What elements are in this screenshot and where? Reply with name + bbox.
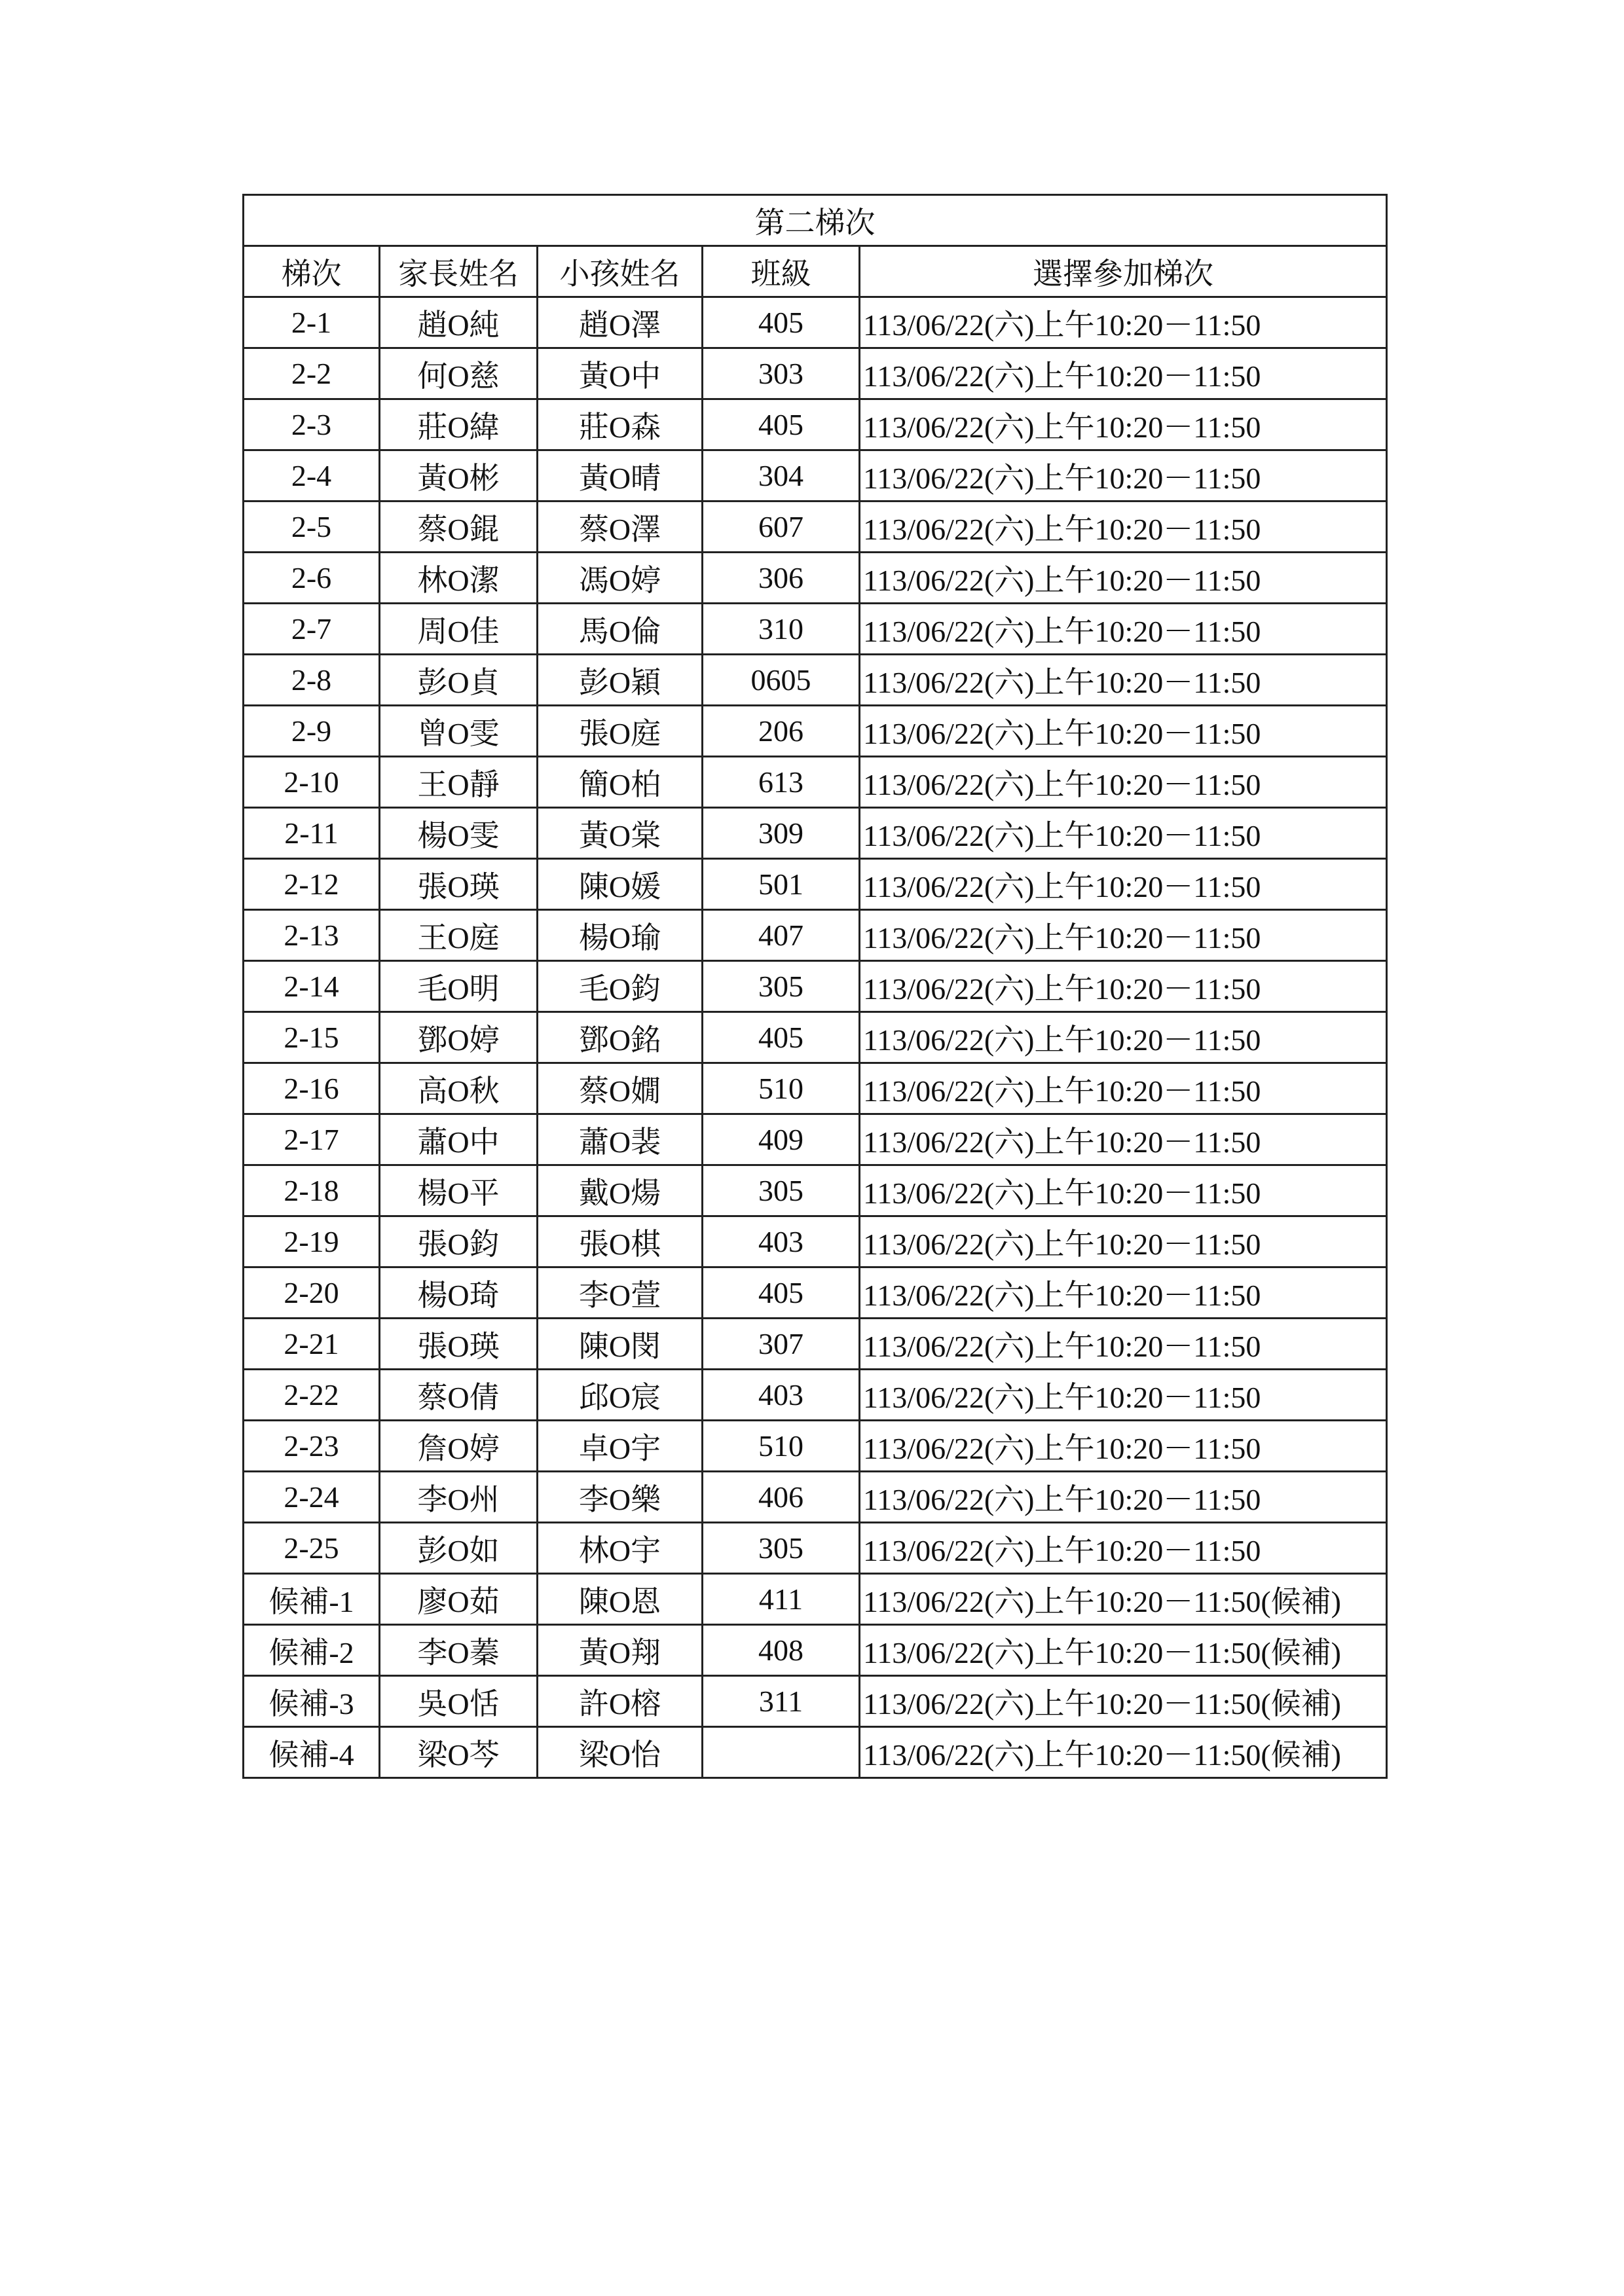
parent-name-cell: 莊O緯 (380, 399, 538, 450)
table-row (244, 1216, 1387, 1267)
batch-cell: 2-3 (244, 399, 380, 450)
batch-cell: 2-17 (244, 1114, 380, 1165)
session-cell: 113/06/22(六)上午10:20－11:50 (860, 1114, 1387, 1165)
class-cell: 403 (703, 1216, 860, 1267)
batch-cell: 2-15 (244, 1012, 380, 1063)
batch-cell: 2-13 (244, 910, 380, 961)
parent-name-cell: 李O蓁 (380, 1625, 538, 1676)
table-row (244, 859, 1387, 910)
class-cell: 406 (703, 1472, 860, 1523)
parent-name-cell: 張O瑛 (380, 859, 538, 910)
parent-name-cell: 曾O雯 (380, 706, 538, 757)
table-row (244, 1165, 1387, 1216)
child-name-cell: 簡O柏 (538, 757, 703, 808)
parent-name-cell: 楊O琦 (380, 1267, 538, 1319)
class-cell: 306 (703, 553, 860, 604)
class-cell: 206 (703, 706, 860, 757)
header-class: 班級 (703, 246, 860, 297)
session-cell: 113/06/22(六)上午10:20－11:50 (860, 604, 1387, 655)
batch-cell: 候補-1 (244, 1574, 380, 1625)
batch-cell: 2-18 (244, 1165, 380, 1216)
class-cell: 510 (703, 1421, 860, 1472)
class-cell: 407 (703, 910, 860, 961)
class-cell: 311 (703, 1676, 860, 1727)
parent-name-cell: 張O鈞 (380, 1216, 538, 1267)
child-name-cell: 林O宇 (538, 1523, 703, 1574)
table-row (244, 961, 1387, 1012)
session-cell: 113/06/22(六)上午10:20－11:50 (860, 501, 1387, 553)
child-name-cell: 毛O鈞 (538, 961, 703, 1012)
child-name-cell: 梁O怡 (538, 1727, 703, 1778)
class-cell: 305 (703, 961, 860, 1012)
session-cell: 113/06/22(六)上午10:20－11:50 (860, 1472, 1387, 1523)
batch-cell: 2-2 (244, 348, 380, 399)
table-row (244, 808, 1387, 859)
child-name-cell: 戴O煬 (538, 1165, 703, 1216)
header-batch: 梯次 (244, 246, 380, 297)
table-row (244, 1472, 1387, 1523)
table-row (244, 297, 1387, 348)
child-name-cell: 莊O森 (538, 399, 703, 450)
parent-name-cell: 楊O平 (380, 1165, 538, 1216)
table-row (244, 604, 1387, 655)
session-cell: 113/06/22(六)上午10:20－11:50 (860, 1267, 1387, 1319)
title-row (244, 195, 1387, 246)
child-name-cell: 黃O棠 (538, 808, 703, 859)
session-cell: 113/06/22(六)上午10:20－11:50 (860, 1012, 1387, 1063)
batch-cell: 2-1 (244, 297, 380, 348)
batch-cell: 2-7 (244, 604, 380, 655)
class-cell: 403 (703, 1370, 860, 1421)
table-row (244, 1012, 1387, 1063)
table-row (244, 1676, 1387, 1727)
child-name-cell: 張O庭 (538, 706, 703, 757)
class-cell (703, 1727, 860, 1778)
batch-cell: 候補-4 (244, 1727, 380, 1778)
child-name-cell: 陳O閔 (538, 1319, 703, 1370)
batch-cell: 候補-3 (244, 1676, 380, 1727)
batch-cell: 2-8 (244, 655, 380, 706)
class-cell: 307 (703, 1319, 860, 1370)
parent-name-cell: 蕭O中 (380, 1114, 538, 1165)
session-cell: 113/06/22(六)上午10:20－11:50 (860, 1421, 1387, 1472)
table-row (244, 1063, 1387, 1114)
table-row (244, 1625, 1387, 1676)
session-cell: 113/06/22(六)上午10:20－11:50 (860, 399, 1387, 450)
session-cell: 113/06/22(六)上午10:20－11:50 (860, 1523, 1387, 1574)
table-row (244, 1114, 1387, 1165)
parent-name-cell: 李O州 (380, 1472, 538, 1523)
parent-name-cell: 張O瑛 (380, 1319, 538, 1370)
class-cell: 411 (703, 1574, 860, 1625)
child-name-cell: 邱O宸 (538, 1370, 703, 1421)
session-cell: 113/06/22(六)上午10:20－11:50(候補) (860, 1676, 1387, 1727)
table-row (244, 910, 1387, 961)
session-cell: 113/06/22(六)上午10:20－11:50 (860, 348, 1387, 399)
parent-name-cell: 趙O純 (380, 297, 538, 348)
class-cell: 305 (703, 1165, 860, 1216)
child-name-cell: 許O榕 (538, 1676, 703, 1727)
table-row (244, 706, 1387, 757)
child-name-cell: 蔡O嫺 (538, 1063, 703, 1114)
session-cell: 113/06/22(六)上午10:20－11:50 (860, 706, 1387, 757)
table-row (244, 450, 1387, 501)
child-name-cell: 鄧O銘 (538, 1012, 703, 1063)
class-cell: 613 (703, 757, 860, 808)
table-title: 第二梯次 (244, 195, 1387, 246)
batch-cell: 2-12 (244, 859, 380, 910)
parent-name-cell: 蔡O倩 (380, 1370, 538, 1421)
class-cell: 0605 (703, 655, 860, 706)
session-cell: 113/06/22(六)上午10:20－11:50 (860, 1319, 1387, 1370)
session-cell: 113/06/22(六)上午10:20－11:50(候補) (860, 1574, 1387, 1625)
batch-cell: 2-10 (244, 757, 380, 808)
batch-cell: 2-19 (244, 1216, 380, 1267)
parent-name-cell: 楊O雯 (380, 808, 538, 859)
child-name-cell: 楊O瑜 (538, 910, 703, 961)
table-row (244, 1319, 1387, 1370)
class-cell: 309 (703, 808, 860, 859)
child-name-cell: 黃O晴 (538, 450, 703, 501)
table-row (244, 1574, 1387, 1625)
session-cell: 113/06/22(六)上午10:20－11:50 (860, 1063, 1387, 1114)
child-name-cell: 陳O媛 (538, 859, 703, 910)
parent-name-cell: 周O佳 (380, 604, 538, 655)
batch-cell: 2-11 (244, 808, 380, 859)
parent-name-cell: 林O潔 (380, 553, 538, 604)
table-row (244, 1421, 1387, 1472)
header-row (244, 246, 1387, 297)
batch-cell: 候補-2 (244, 1625, 380, 1676)
batch-cell: 2-20 (244, 1267, 380, 1319)
session-cell: 113/06/22(六)上午10:20－11:50(候補) (860, 1727, 1387, 1778)
child-name-cell: 張O棋 (538, 1216, 703, 1267)
child-name-cell: 陳O恩 (538, 1574, 703, 1625)
session-cell: 113/06/22(六)上午10:20－11:50 (860, 757, 1387, 808)
class-cell: 405 (703, 399, 860, 450)
batch-cell: 2-6 (244, 553, 380, 604)
batch-cell: 2-9 (244, 706, 380, 757)
table-row (244, 501, 1387, 553)
header-selected-session: 選擇參加梯次 (860, 246, 1387, 297)
parent-name-cell: 黃O彬 (380, 450, 538, 501)
class-cell: 409 (703, 1114, 860, 1165)
class-cell: 405 (703, 1267, 860, 1319)
batch-cell: 2-5 (244, 501, 380, 553)
session-cell: 113/06/22(六)上午10:20－11:50 (860, 1165, 1387, 1216)
class-cell: 303 (703, 348, 860, 399)
batch-cell: 2-21 (244, 1319, 380, 1370)
child-name-cell: 馮O婷 (538, 553, 703, 604)
class-cell: 607 (703, 501, 860, 553)
session-cell: 113/06/22(六)上午10:20－11:50 (860, 655, 1387, 706)
parent-name-cell: 吳O恬 (380, 1676, 538, 1727)
child-name-cell: 蕭O裴 (538, 1114, 703, 1165)
table-row (244, 757, 1387, 808)
child-name-cell: 李O萱 (538, 1267, 703, 1319)
class-cell: 405 (703, 1012, 860, 1063)
class-cell: 501 (703, 859, 860, 910)
child-name-cell: 彭O穎 (538, 655, 703, 706)
table-row (244, 1523, 1387, 1574)
child-name-cell: 黃O翔 (538, 1625, 703, 1676)
session-cell: 113/06/22(六)上午10:20－11:50 (860, 1216, 1387, 1267)
table-row (244, 553, 1387, 604)
parent-name-cell: 高O秋 (380, 1063, 538, 1114)
parent-name-cell: 王O靜 (380, 757, 538, 808)
child-name-cell: 馬O倫 (538, 604, 703, 655)
session-cell: 113/06/22(六)上午10:20－11:50 (860, 450, 1387, 501)
parent-name-cell: 廖O茹 (380, 1574, 538, 1625)
class-cell: 510 (703, 1063, 860, 1114)
batch-cell: 2-24 (244, 1472, 380, 1523)
child-name-cell: 卓O宇 (538, 1421, 703, 1472)
class-cell: 310 (703, 604, 860, 655)
parent-name-cell: 王O庭 (380, 910, 538, 961)
session-cell: 113/06/22(六)上午10:20－11:50(候補) (860, 1625, 1387, 1676)
batch-table (242, 194, 1388, 1779)
batch-cell: 2-22 (244, 1370, 380, 1421)
parent-name-cell: 蔡O錕 (380, 501, 538, 553)
table-row (244, 399, 1387, 450)
table-row (244, 348, 1387, 399)
class-cell: 305 (703, 1523, 860, 1574)
parent-name-cell: 彭O如 (380, 1523, 538, 1574)
child-name-cell: 蔡O澤 (538, 501, 703, 553)
class-cell: 405 (703, 297, 860, 348)
table-row (244, 1727, 1387, 1778)
session-cell: 113/06/22(六)上午10:20－11:50 (860, 553, 1387, 604)
table-row (244, 1267, 1387, 1319)
parent-name-cell: 何O慈 (380, 348, 538, 399)
header-parent-name: 家長姓名 (380, 246, 538, 297)
session-cell: 113/06/22(六)上午10:20－11:50 (860, 297, 1387, 348)
batch-cell: 2-14 (244, 961, 380, 1012)
session-cell: 113/06/22(六)上午10:20－11:50 (860, 961, 1387, 1012)
batch-cell: 2-4 (244, 450, 380, 501)
class-cell: 408 (703, 1625, 860, 1676)
parent-name-cell: 梁O芩 (380, 1727, 538, 1778)
session-cell: 113/06/22(六)上午10:20－11:50 (860, 1370, 1387, 1421)
class-cell: 304 (703, 450, 860, 501)
session-cell: 113/06/22(六)上午10:20－11:50 (860, 808, 1387, 859)
parent-name-cell: 詹O婷 (380, 1421, 538, 1472)
child-name-cell: 黃O中 (538, 348, 703, 399)
table-body (244, 297, 1387, 1778)
parent-name-cell: 彭O貞 (380, 655, 538, 706)
table-row (244, 1370, 1387, 1421)
header-child-name: 小孩姓名 (538, 246, 703, 297)
session-cell: 113/06/22(六)上午10:20－11:50 (860, 859, 1387, 910)
batch-cell: 2-16 (244, 1063, 380, 1114)
session-cell: 113/06/22(六)上午10:20－11:50 (860, 910, 1387, 961)
batch-cell: 2-25 (244, 1523, 380, 1574)
parent-name-cell: 毛O明 (380, 961, 538, 1012)
child-name-cell: 趙O澤 (538, 297, 703, 348)
parent-name-cell: 鄧O婷 (380, 1012, 538, 1063)
child-name-cell: 李O樂 (538, 1472, 703, 1523)
batch-cell: 2-23 (244, 1421, 380, 1472)
table-row (244, 655, 1387, 706)
